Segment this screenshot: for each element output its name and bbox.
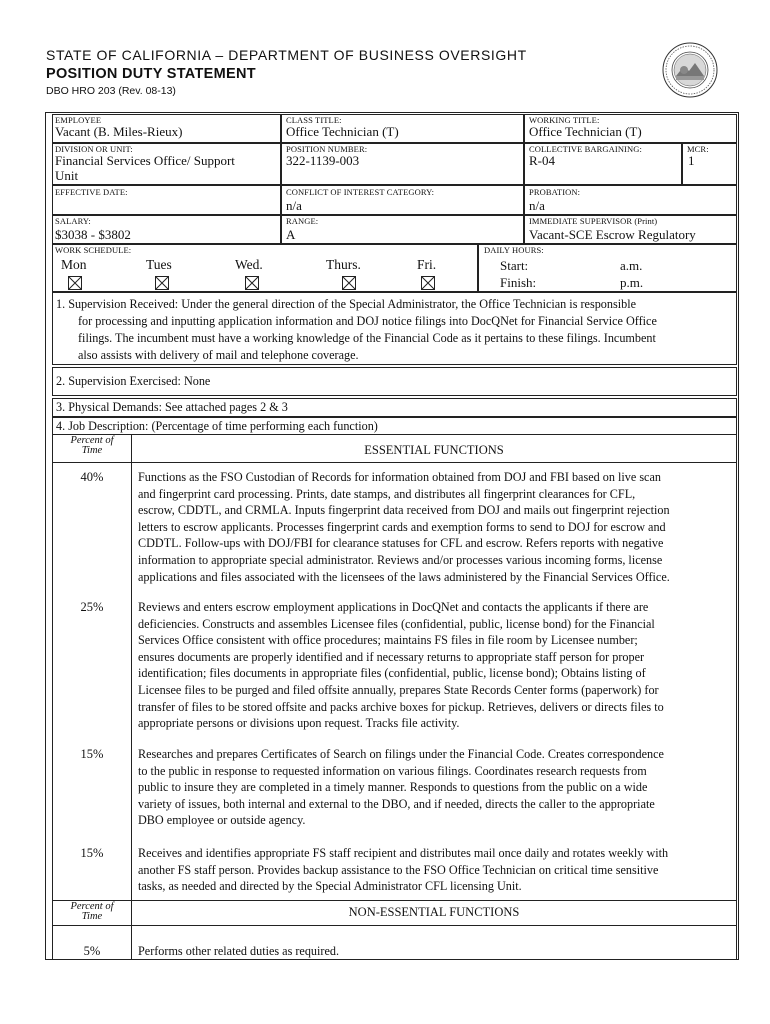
line: another FS staff person. Provides backup assistance to the FSO Office Technician on critical time sensitive [138,862,659,877]
function-2-description [138,599,732,732]
percent-of-label: Percent of [70,435,114,446]
line: tasks, as needed and directed by the Special Administrator CFL licensing Unit. [138,879,522,894]
class-title-value: Office Technician (T) [286,124,399,139]
probation-label: PROBATION: [529,187,581,197]
agency-title: STATE OF CALIFORNIA – DEPARTMENT OF BUSINESS OVERSIGHT [46,47,527,63]
line: Receives and identifies appropriate FS staff recipient and distributes mail once daily and rotates weekly with [138,846,669,860]
essential-functions-header: ESSENTIAL FUNCTIONS [364,443,504,457]
line: letters to escrow applicants. Processes fingerprint cards and exemption forms to send to DOJ for escrow and [138,519,666,534]
percent-of-label: Percent of [70,901,114,912]
form-id: DBO HRO 203 (Rev. 08-13) [46,85,176,97]
supervisor-label: IMMEDIATE SUPERVISOR (Print) [529,216,658,226]
mon-checkbox[interactable] [68,276,82,290]
nonessential-header-rule [52,925,737,926]
line: escrow, CDDTL, and CRMLA. Inputs fingerprint data received from DOJ and mails out fingerprint rejection [138,503,670,518]
bargaining-label: COLLECTIVE BARGAINING: [529,144,642,154]
day-thurs: Thurs. [326,257,361,272]
line: variety of issues, both internal and external to the DBO, and if needed, directs the caller to the appropriate [138,796,655,811]
division-value-line2: Unit [55,168,79,183]
line: Services Office consistent with office procedures; maintains FS files in file room by Licensee number; [138,633,638,648]
working-title-value: Office Technician (T) [529,124,642,139]
supervisor-value: Vacant-SCE Escrow Regulatory [529,227,696,242]
conflict-label: CONFLICT OF INTEREST CATEGORY: [286,187,435,197]
finish-label: Finish: [500,275,537,290]
table-left-line [52,435,53,960]
work-schedule-label: WORK SCHEDULE: [55,245,132,255]
division-value-line1: Financial Services Office/ Support [55,153,235,168]
mcr-label: MCR: [687,144,709,154]
nonessential-functions-header: NON-ESSENTIAL FUNCTIONS [348,905,520,919]
table-right-line [736,435,737,960]
line: appropriate persons or divisions upon request. Tracks file activity. [138,716,460,731]
line: and fingerprint card processing. Prints, date stamps, and distributes all fingerprint clearances for CFL, [138,486,636,501]
class-title-label: CLASS TITLE: [286,115,342,125]
function-4-percent: 15% [80,846,104,860]
conflict-value: n/a [286,198,302,213]
line: Researches and prepares Certificates of Search on filings under the Financial Code. Creates correspondence [138,747,664,761]
probation-value: n/a [529,198,545,213]
essential-header-rule [52,462,737,463]
function-3-description [138,746,732,829]
line: Reviews and enters escrow employment applications in DocQNet and contacts the applicants if there are [138,600,649,614]
line: applications and files associated with the licensees of the laws administered by the Financial Services Office. [138,569,670,584]
position-number-value: 322-1139-003 [286,153,360,168]
supervision-received-line1: 1. Supervision Received: Under the general direction of the Special Administrator, the Office Technician is responsible [56,297,636,311]
line: CDDTL. Follow-ups with DOJ/FBI for clearance statuses for CFL and escrow. Refers reports with negative [138,536,664,551]
wed-checkbox[interactable] [245,276,259,290]
tues-checkbox[interactable] [155,276,169,290]
supervision-received-line4: also assists with delivery of mail and telephone coverage. [78,348,359,362]
employee-value: Vacant (B. Miles-Rieux) [55,124,183,139]
line: to the public in response to requested information on various filings. Coordinates research requests from [138,763,647,778]
supervision-received-line2: for processing and inputting application information and DOJ notice filings into DocQNet for Financial Service Office [78,314,657,328]
bargaining-value: R-04 [529,153,555,168]
physical-demands: 3. Physical Demands: See attached pages 2 & 3 [56,400,288,414]
job-description: 4. Job Description: (Percentage of time performing each function) [56,419,378,433]
time-label: Time [81,911,103,922]
percent-of-time-label [52,436,132,456]
am-label: a.m. [620,258,643,273]
supervision-exercised: 2. Supervision Exercised: None [56,374,211,388]
start-label: Start: [500,258,529,273]
line: DBO employee or outside agency. [138,813,306,828]
line: deficiencies. Constructs and assembles Licensee files (confidential, public, license bond) for the Financial [138,616,655,631]
day-mon: Mon [61,257,87,272]
line: Functions as the FSO Custodian of Records for information obtained from DOJ and FBI based on live scan [138,470,661,484]
function-4-description [138,845,732,895]
line: ensures documents are properly identified and if necessary returns to appropriate staff person for proper [138,649,645,664]
document-title: POSITION DUTY STATEMENT [46,66,256,82]
day-tues: Tues [146,257,172,272]
line: information to appropriate special administrator. Reviews and/or processes various incoming forms, license [138,552,663,567]
supervision-received-line3: filings. The incumbent must have a working knowledge of the Financial Code as it pertains to these filings. Incumbent [78,331,656,345]
employee-label: EMPLOYEE [55,115,102,125]
pm-label: p.m. [620,275,644,290]
line: Licensee files to be purged and filed offsite annually, prepares State Records Center forms (paperwork) for [138,682,659,697]
line: identification; files documents in appropriate files (confidential, public, license bond); Obtains listing of [138,666,646,681]
range-label: RANGE: [286,216,319,226]
mcr-value: 1 [688,153,695,168]
salary-label: SALARY: [55,216,91,226]
working-title-label: WORKING TITLE: [529,115,600,125]
table-divider-line [131,435,132,960]
line: transfer of files to be stored offsite and packs archive boxes for pickup. Retrieves, delivers or directs files to [138,699,664,714]
time-label: Time [81,445,103,456]
thurs-checkbox[interactable] [342,276,356,290]
nonessential-1-percent: 5% [83,944,101,958]
position-number-label: POSITION NUMBER: [286,144,368,154]
division-label: DIVISION OR UNIT: [55,144,133,154]
function-1-description [138,469,732,585]
line: public to insure they are completed in a timely manner. Responds to questions from the public on a wide [138,780,648,795]
daily-hours-label: DAILY HOURS: [484,245,544,255]
percent-of-time-label-2 [52,902,132,922]
function-3-percent: 15% [80,747,104,761]
day-fri: Fri. [417,257,437,272]
function-1-percent: 40% [80,470,104,484]
nonessential-top-rule [52,900,737,901]
salary-value: $3038 - $3802 [55,227,131,242]
function-2-percent: 25% [80,600,104,614]
nonessential-1-description: Performs other related duties as required. [138,944,340,958]
day-wed: Wed. [235,257,263,272]
fri-checkbox[interactable] [421,276,435,290]
state-seal-icon [662,42,718,98]
effective-date-label: EFFECTIVE DATE: [55,187,128,197]
range-value: A [286,227,296,242]
